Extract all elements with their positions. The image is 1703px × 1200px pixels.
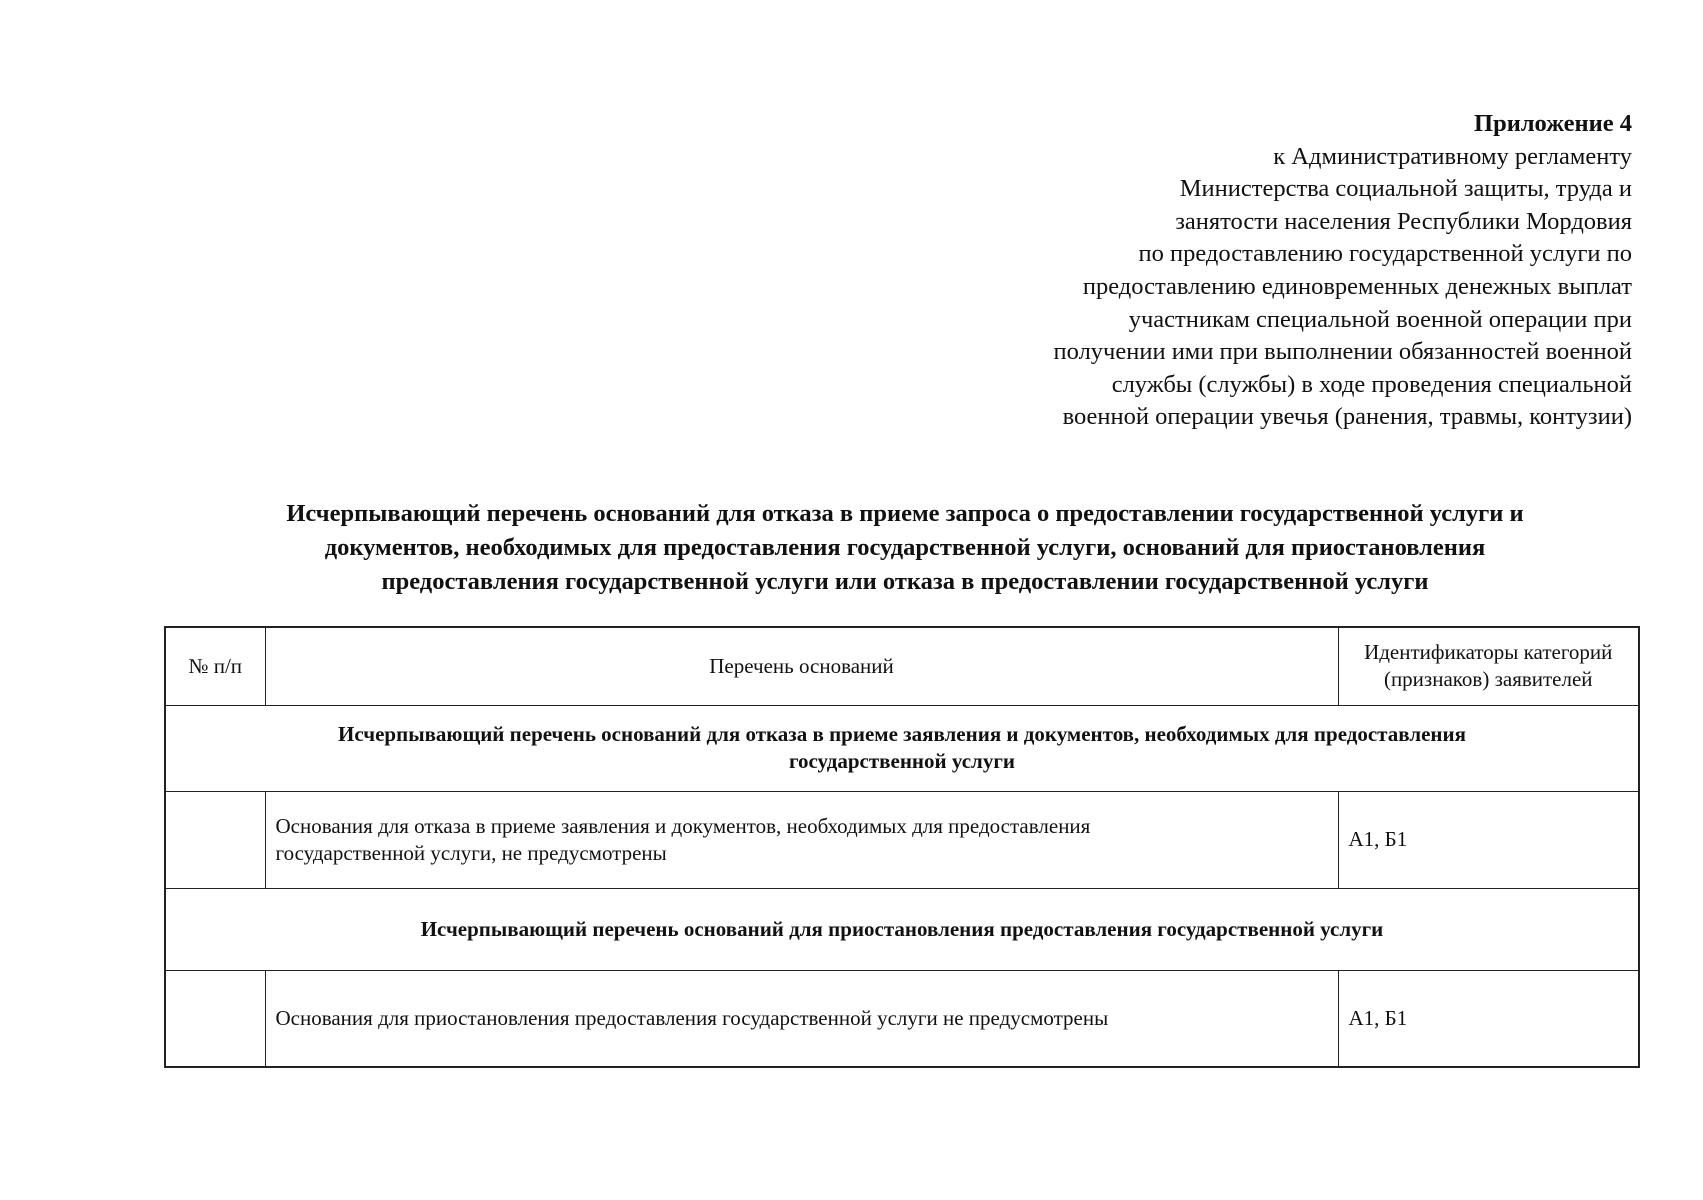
ground-text-line: государственной услуги, не предусмотрены (275, 840, 667, 865)
header-num: № п/п (165, 627, 265, 705)
appendix-line: к Административному регламенту (1273, 142, 1632, 170)
appendix-line: Министерства социальной защиты, труда и (1179, 175, 1632, 203)
appendix-line: предоставлению единовременных денежных выплат (1082, 272, 1632, 300)
table-row (165, 791, 1639, 888)
identifiers-cell: А1, Б1 (1338, 970, 1639, 1067)
section-heading-line: государственной услуги (789, 749, 1015, 773)
header-identifiers-line: Идентификаторы категорий (1364, 640, 1613, 665)
appendix-line: службы (службы) в ходе проведения специальной (1111, 370, 1632, 398)
header-grounds: Перечень оснований (265, 627, 1338, 705)
section-heading-line: Исчерпывающий перечень оснований для отказа в приеме заявления и документов, необходимых для предоставления (338, 722, 1466, 746)
section-heading-suspension: Исчерпывающий перечень оснований для приостановления предоставления государственной услуги (165, 888, 1639, 970)
row-num-cell (165, 791, 265, 888)
appendix-title: Приложение 4 (1474, 110, 1632, 137)
section-row-suspension (165, 888, 1639, 970)
section-heading-refusal (165, 705, 1639, 791)
header-identifiers (1338, 627, 1639, 705)
table-header-row (165, 627, 1639, 705)
row-num-cell (165, 970, 265, 1067)
ground-cell: Основания для приостановления предоставления государственной услуги не предусмотрены (265, 970, 1338, 1067)
appendix-line: участникам специальной военной операции при (1128, 305, 1632, 333)
section-row-refusal (165, 705, 1639, 791)
ground-text-line: Основания для отказа в приеме заявления и документов, необходимых для предоставления (275, 813, 1091, 838)
header-identifiers-line: (признаков) заявителей (1383, 667, 1593, 692)
document-title-line: Исчерпывающий перечень оснований для отказа в приеме запроса о предоставлении государственной услуги и (286, 500, 1524, 527)
document-title-line: документов, необходимых для предоставления государственной услуги, оснований для приостановления (324, 534, 1486, 561)
appendix-line: занятости населения Республики Мордовия (1175, 207, 1632, 235)
appendix-block (1054, 108, 1632, 434)
appendix-line: получении ими при выполнении обязанностей военной (1053, 338, 1632, 366)
identifiers-cell: А1, Б1 (1338, 791, 1639, 888)
table-row (165, 970, 1639, 1067)
appendix-line: по предоставлению государственной услуги по (1138, 240, 1632, 268)
grounds-table (164, 626, 1640, 1068)
appendix-line: военной операции увечья (ранения, травмы, контузии) (1062, 403, 1632, 431)
document-title-line: предоставления государственной услуги или отказа в предоставлении государственной услуги (381, 568, 1429, 595)
document-title (160, 497, 1650, 599)
ground-cell (265, 791, 1338, 888)
